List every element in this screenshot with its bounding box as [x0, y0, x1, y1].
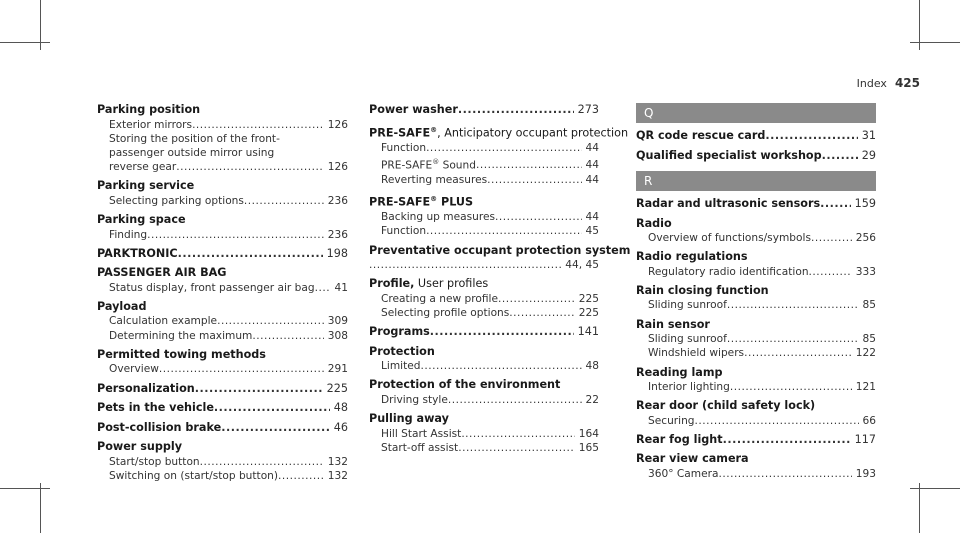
- index-entry: [636, 197, 876, 212]
- index-entry: [369, 412, 599, 455]
- page-ref[interactable]: 117: [854, 432, 876, 446]
- entry-heading[interactable]: Parking space: [97, 213, 186, 227]
- sub-entry[interactable]: Status display, front passenger air bag: [109, 281, 315, 294]
- index-entry: [636, 433, 876, 448]
- entry-heading[interactable]: Payload: [97, 299, 147, 313]
- index-entry: [636, 250, 876, 279]
- page-ref[interactable]: 85: [862, 299, 876, 312]
- page-ref[interactable]: 309: [327, 315, 348, 328]
- index-entry: [97, 421, 348, 436]
- index-entry: [97, 247, 348, 262]
- page-ref[interactable]: 225: [578, 306, 599, 319]
- sub-entry[interactable]: 360° Camera: [648, 467, 719, 480]
- sub-entry[interactable]: Selecting profile options: [381, 306, 510, 319]
- index-entry: [369, 123, 629, 187]
- page-ref[interactable]: 273: [577, 103, 599, 116]
- sub-entry[interactable]: passenger outside mirror using: [109, 146, 275, 159]
- page-ref[interactable]: 44, 45: [565, 259, 599, 272]
- index-entry: [369, 243, 631, 273]
- index-column-1: [97, 103, 348, 488]
- index-column-2: [369, 103, 631, 460]
- index-entry: [97, 401, 348, 416]
- sub-entry[interactable]: Overview: [109, 363, 159, 376]
- entry-qualifier: , Anticipatory occupant protection: [437, 126, 629, 140]
- sub-entry[interactable]: reverse gear: [109, 161, 177, 174]
- index-entry: [636, 318, 876, 361]
- page-ref[interactable]: 132: [327, 455, 348, 468]
- entry-heading[interactable]: Programs: [369, 325, 430, 339]
- entry-heading[interactable]: Parking position: [97, 103, 201, 116]
- entry-heading[interactable]: Rain closing function: [636, 283, 769, 297]
- sub-entry[interactable]: Sliding sunroof: [648, 333, 727, 346]
- page-ref[interactable]: 45: [585, 225, 599, 238]
- page-ref[interactable]: 256: [855, 232, 876, 244]
- section-header-q: Q: [636, 103, 876, 123]
- entry-heading[interactable]: Pulling away: [369, 412, 449, 426]
- index-entry: [97, 103, 348, 174]
- sub-entry[interactable]: Backing up measures: [381, 211, 495, 224]
- entry-heading[interactable]: Post-collision brake: [97, 420, 222, 434]
- page-ref[interactable]: 225: [326, 381, 348, 395]
- registered-mark: ®: [432, 157, 440, 166]
- index-entry: [97, 213, 348, 242]
- entry-heading[interactable]: Power supply: [97, 440, 182, 454]
- sub-entry[interactable]: Storing the position of the front-: [109, 132, 280, 145]
- page-ref[interactable]: 44: [585, 173, 599, 186]
- index-entry: [97, 348, 348, 377]
- sub-entry[interactable]: Sliding sunroof: [648, 299, 727, 312]
- section-header-r: R: [636, 171, 876, 191]
- entry-heading[interactable]: Power washer: [369, 103, 458, 116]
- entry-heading[interactable]: Rear fog light: [636, 432, 723, 446]
- page-ref[interactable]: 121: [855, 381, 876, 394]
- index-entry: [369, 192, 599, 239]
- entry-heading[interactable]: PLUS: [437, 195, 474, 209]
- page-ref[interactable]: 198: [326, 246, 348, 260]
- index-entry: [636, 366, 876, 395]
- entry-heading[interactable]: Permitted towing methods: [97, 347, 266, 361]
- sub-entry[interactable]: Reverting measures: [381, 173, 488, 186]
- index-entry: [369, 378, 599, 407]
- page-ref[interactable]: 44: [585, 141, 599, 154]
- page-ref[interactable]: 164: [578, 427, 599, 440]
- entry-heading[interactable]: Parking service: [97, 179, 195, 193]
- page-ref[interactable]: 44: [585, 211, 599, 224]
- index-entry: [636, 129, 876, 144]
- index-entry: [369, 345, 599, 374]
- page-ref[interactable]: 85: [862, 333, 876, 346]
- sub-entry[interactable]: Determining the maximum: [109, 329, 253, 342]
- entry-heading[interactable]: Personalization: [97, 381, 195, 395]
- header-title: Index: [856, 77, 887, 90]
- sub-entry[interactable]: Switching on (start/stop button): [109, 469, 279, 482]
- sub-entry[interactable]: Start/stop button: [109, 455, 200, 468]
- entry-heading[interactable]: Rain sensor: [636, 317, 710, 331]
- entry-heading[interactable]: Protection: [369, 344, 435, 358]
- index-entry: [97, 300, 348, 343]
- sub-entry[interactable]: Limited: [381, 360, 421, 373]
- entry-heading[interactable]: Reading lamp: [636, 365, 723, 379]
- sub-entry[interactable]: Function: [381, 141, 427, 154]
- page-ref[interactable]: 236: [327, 228, 348, 241]
- page-number: 425: [894, 76, 920, 90]
- index-entry: [636, 452, 876, 481]
- sub-entry[interactable]: Exterior mirrors: [109, 118, 193, 131]
- sub-entry[interactable]: PRE-SAFE: [381, 159, 433, 172]
- entry-qualifier: User profiles: [414, 277, 489, 291]
- entry-heading[interactable]: Rear door (child safety lock): [636, 399, 816, 413]
- index-entry: [97, 382, 348, 397]
- page-ref[interactable]: 225: [578, 292, 599, 305]
- sub-entry[interactable]: Start-off assist: [381, 441, 459, 454]
- page-ref[interactable]: 46: [333, 420, 348, 434]
- page-ref[interactable]: 333: [855, 265, 876, 278]
- registered-mark: ®: [430, 125, 438, 134]
- sub-entry[interactable]: Driving style: [381, 393, 448, 406]
- entry-heading[interactable]: Preventative occupant protection system: [369, 243, 631, 257]
- index-entry: [636, 149, 876, 164]
- page-ref[interactable]: 308: [327, 329, 348, 342]
- index-entry: [636, 399, 876, 428]
- index-entry: [97, 440, 348, 483]
- entry-heading[interactable]: Radio: [636, 216, 672, 230]
- index-entry: [369, 325, 599, 340]
- entry-heading[interactable]: Radar and ultrasonic sensors: [636, 197, 821, 210]
- sub-entry[interactable]: Regulatory radio identification: [648, 265, 809, 278]
- sub-entry[interactable]: Securing: [648, 414, 695, 427]
- index-entry: [636, 284, 876, 313]
- entry-heading[interactable]: Rear view camera: [636, 452, 749, 466]
- sub-entry[interactable]: Calculation example: [109, 315, 218, 328]
- sub-entry[interactable]: Function: [381, 225, 427, 238]
- entry-heading[interactable]: Radio regulations: [636, 250, 748, 264]
- page-ref[interactable]: 122: [855, 347, 876, 360]
- sub-entry[interactable]: Interior lighting: [648, 381, 730, 394]
- page-ref[interactable]: 141: [577, 325, 599, 339]
- page-ref[interactable]: 193: [855, 467, 876, 480]
- page-ref[interactable]: 126: [327, 118, 348, 131]
- index-entry: [369, 103, 599, 118]
- index-entry: [636, 217, 876, 246]
- entry-heading[interactable]: PASSENGER AIR BAG: [97, 266, 227, 280]
- page-ref[interactable]: 31: [861, 129, 876, 142]
- page-ref[interactable]: 126: [327, 161, 348, 174]
- entry-heading[interactable]: QR code rescue card: [636, 129, 766, 142]
- registered-mark: ®: [430, 194, 438, 203]
- page-ref[interactable]: 66: [862, 414, 876, 427]
- index-column-3: [636, 103, 876, 486]
- sub-entry[interactable]: Windshield wipers: [648, 347, 745, 360]
- page-ref[interactable]: 291: [327, 363, 348, 376]
- sub-entry[interactable]: Overview of functions/symbols: [648, 232, 811, 244]
- index-entry: [97, 179, 348, 208]
- page-header: [857, 76, 920, 90]
- sub-entry[interactable]: Hill Start Assist: [381, 427, 462, 440]
- page-ref[interactable]: 165: [578, 441, 599, 454]
- page-ref[interactable]: 41: [334, 281, 348, 294]
- entry-heading[interactable]: PRE-SAFE: [369, 126, 431, 140]
- entry-heading[interactable]: PARKTRONIC: [97, 246, 178, 260]
- page-ref[interactable]: 29: [861, 148, 876, 162]
- index-entry: [97, 266, 348, 295]
- entry-heading[interactable]: Profile,: [369, 277, 415, 291]
- page-ref[interactable]: 48: [333, 401, 348, 415]
- sub-entry[interactable]: Finding: [109, 228, 148, 241]
- page-ref[interactable]: 236: [327, 194, 348, 207]
- page-ref[interactable]: 159: [854, 197, 876, 210]
- page-ref[interactable]: 22: [585, 393, 599, 406]
- sub-entry[interactable]: Selecting parking options: [109, 194, 244, 207]
- sub-entry[interactable]: Sound: [439, 159, 476, 172]
- sub-entry[interactable]: Creating a new profile: [381, 292, 499, 305]
- entry-heading[interactable]: PRE-SAFE: [369, 195, 431, 209]
- index-entry: [369, 277, 599, 320]
- page-ref[interactable]: 132: [327, 469, 348, 482]
- entry-heading[interactable]: Pets in the vehicle: [97, 401, 214, 415]
- page-ref[interactable]: 48: [585, 360, 599, 373]
- entry-heading[interactable]: Qualified specialist workshop: [636, 148, 822, 162]
- entry-heading[interactable]: Protection of the environment: [369, 378, 561, 392]
- page-ref[interactable]: 44: [585, 159, 599, 172]
